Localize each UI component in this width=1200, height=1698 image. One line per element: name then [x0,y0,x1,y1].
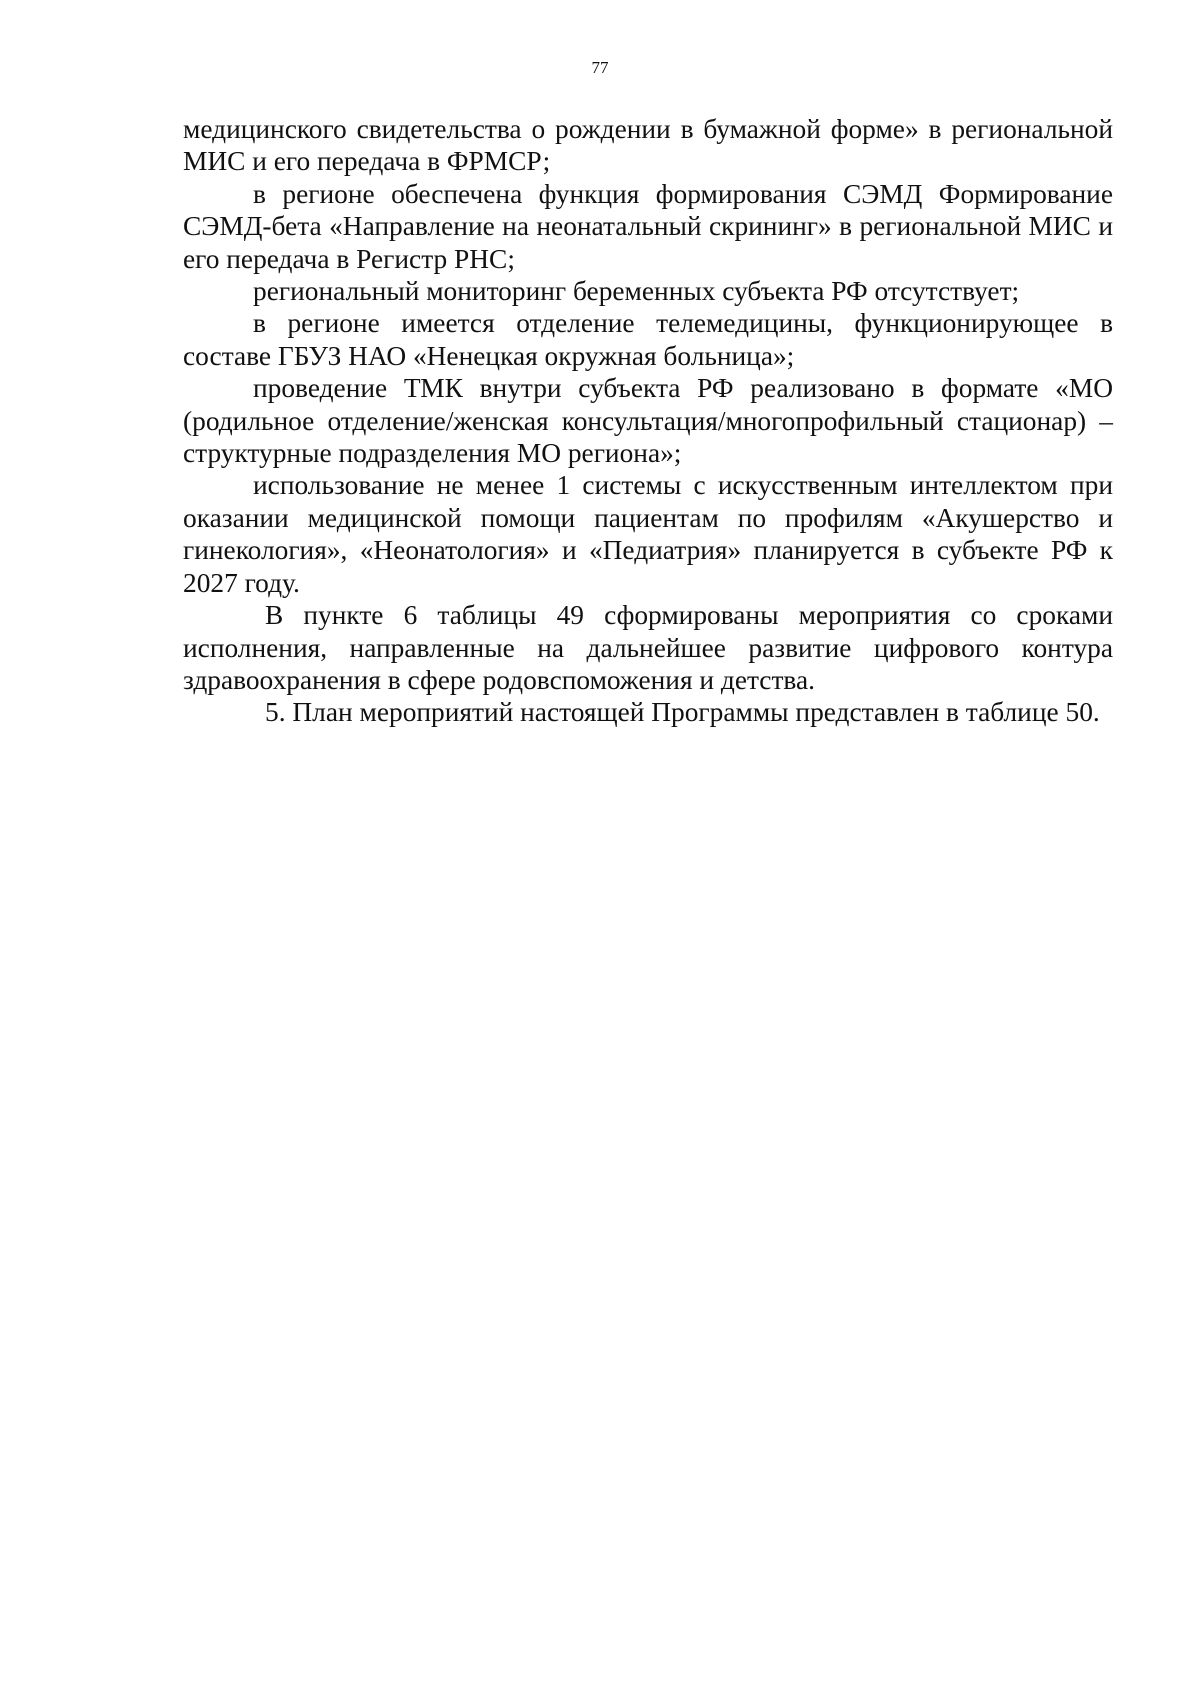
paragraph-semd-screening: в регионе обеспечена функция формирования СЭМД Формирование СЭМД-бета «Направление на неонатальный скрининг» в региональной МИС и его передача в Регистр РНС; [183,178,1113,274]
document-body [183,113,1113,729]
page-number: 77 [591,58,609,77]
paragraph-ai-systems: использование не менее 1 системы с искусственным интеллектом при оказании медицинской помощи пациентам по профилям «Акушерство и гинекология», «Неонатология» и «Педиатрия» планируется в субъекте РФ к 2027 году. [183,470,1113,598]
paragraph-monitoring: региональный мониторинг беременных субъекта РФ отсутствует; [253,276,1020,307]
paragraph-telemedicine: в регионе имеется отделение телемедицины, функционирующее в составе ГБУЗ НАО «Ненецкая окружная больница»; [183,308,1113,371]
paragraph-tmk: проведение ТМК внутри субъекта РФ реализовано в формате «МО (родильное отделение/женская консультация/многопрофильный стационар) – структурные подразделения МО региона»; [183,373,1113,469]
paragraph-plan-table-50: 5. План мероприятий настоящей Программы представлен в таблице 50. [265,697,1100,728]
paragraph-table-49: В пункте 6 таблицы 49 сформированы мероприятия со сроками исполнения, направленные на дальнейшее развитие цифрового контура здравоохранения в сфере родовспоможения и детства. [183,600,1113,695]
paragraph-continuation: медицинского свидетельства о рождении в бумажной форме» в региональной МИС и его передача в ФРМСР; [183,114,1113,177]
